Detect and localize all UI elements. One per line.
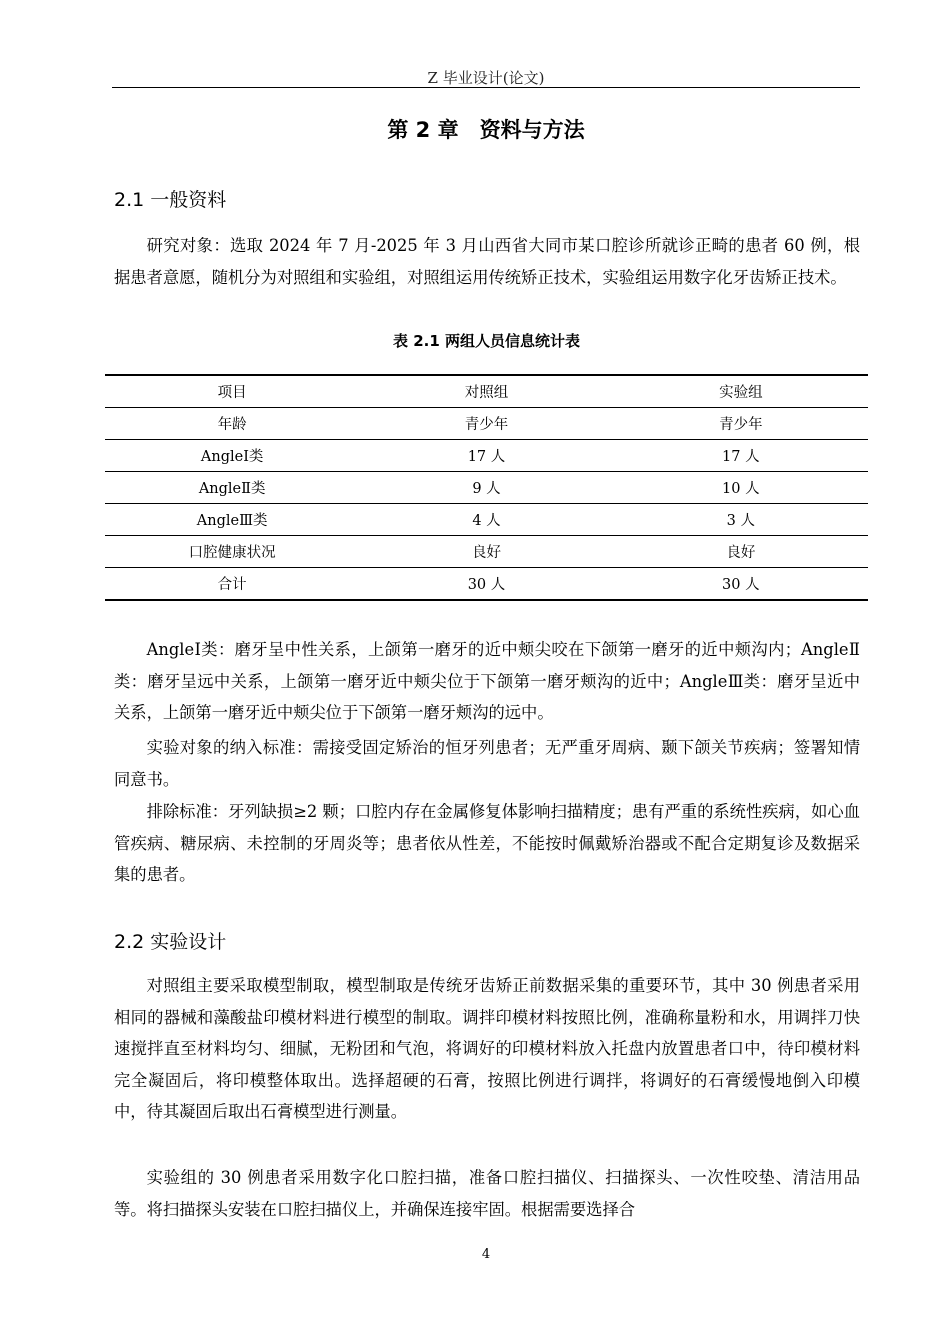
info-table: [105, 374, 868, 601]
paragraph-angle-classes: AngleⅠ类：磨牙呈中性关系，上颌第一磨牙的近中颊尖咬在下颌第一磨牙的近中颊沟内；AngleⅡ类：磨牙呈远中关系，上颌第一磨牙近中颊尖位于下颌第一磨牙颊沟的近中；AngleⅢ类：磨牙呈近中关系，上颌第一磨牙近中颊尖位于下颌第一磨牙颊沟的远中。: [114, 640, 860, 722]
table-cell: 青少年: [359, 408, 613, 440]
header-rule: [112, 87, 860, 88]
table-cell: 9 人: [359, 472, 613, 504]
page-number: 4: [481, 1247, 491, 1262]
table-cell: 17 人: [614, 440, 868, 472]
paragraph-research-subjects: 研究对象：选取 2024 年 7 月-2025 年 3 月山西省大同市某口腔诊所就诊正畸的患者 60 例，根据患者意愿，随机分为对照组和实验组，对照组运用传统矫正技术，实验组运用数字化牙齿矫正技术。: [114, 236, 860, 287]
paragraph-inclusion-criteria: 实验对象的纳入标准：需接受固定矫治的恒牙列患者；无严重牙周病、颞下颌关节疾病；签署知情同意书。: [114, 738, 860, 789]
table-cell: 年龄: [105, 408, 359, 440]
table-cell: 良好: [614, 536, 868, 568]
table-cell: AngleⅠ类: [105, 440, 359, 472]
table-cell: 10 人: [614, 472, 868, 504]
table-row: [105, 408, 868, 440]
table-row: [105, 536, 868, 568]
table-cell: 17 人: [359, 440, 613, 472]
table-header-row: [105, 375, 868, 408]
table-header-cell: 项目: [105, 375, 359, 408]
table-row: [105, 568, 868, 601]
chapter-title: 第 2 章 资料与方法: [387, 118, 585, 142]
table-cell: 30 人: [467, 577, 506, 593]
table-cell: 合计: [217, 577, 247, 593]
table-cell: 3 人: [614, 504, 868, 536]
table-cell: 良好: [359, 536, 613, 568]
table-cell: 青少年: [614, 408, 868, 440]
table-row: [105, 504, 868, 536]
table-cell: AngleⅢ类: [105, 504, 359, 536]
table-cell: 30 人: [722, 577, 760, 593]
table-row: [105, 472, 868, 504]
page-header: Z 毕业设计(论文): [427, 69, 545, 87]
paragraph-exclusion-criteria: 排除标准：牙列缺损≥2 颗；口腔内存在金属修复体影响扫描精度；患有严重的系统性疾病，如心血管疾病、糖尿病、未控制的牙周炎等；患者依从性差，不能按时佩戴矫治器或不配合定期复诊及数据采集的患者。: [114, 802, 860, 884]
table-cell: AngleⅡ类: [105, 472, 359, 504]
table-row: [105, 440, 868, 472]
table-header-cell: 对照组: [359, 375, 613, 408]
paragraph-experiment-group: 实验组的 30 例患者采用数字化口腔扫描，准备口腔扫描仪、扫描探头、一次性咬垫、清洁用品等。将扫描探头安装在口腔扫描仪上，并确保连接牢固。根据需要选择合: [114, 1168, 860, 1219]
table-header-cell: 实验组: [614, 375, 868, 408]
table-cell: 4 人: [359, 504, 613, 536]
section-heading-2-2: 2.2 实验设计: [114, 931, 227, 953]
section-heading-2-1: 2.1 一般资料: [114, 189, 227, 211]
table-caption: 表 2.1 两组人员信息统计表: [392, 332, 581, 350]
paragraph-control-group: 对照组主要采取模型制取，模型制取是传统牙齿矫正前数据采集的重要环节，其中 30 例患者采用相同的器械和藻酸盐印模材料进行模型的制取。调拌印模材料按照比例，准确称量粉和水，用调拌刀快速搅拌直至材料均匀、细腻，无粉团和气泡，将调好的印模材料放入托盘内放置患者口中，待印模材料完全凝固后，将印模整体取出。选择超硬的石膏，按照比例进行调拌，将调好的石膏缓慢地倒入印模中，待其凝固后取出石膏模型进行测量。: [114, 976, 860, 1121]
table-cell: 口腔健康状况: [105, 536, 359, 568]
